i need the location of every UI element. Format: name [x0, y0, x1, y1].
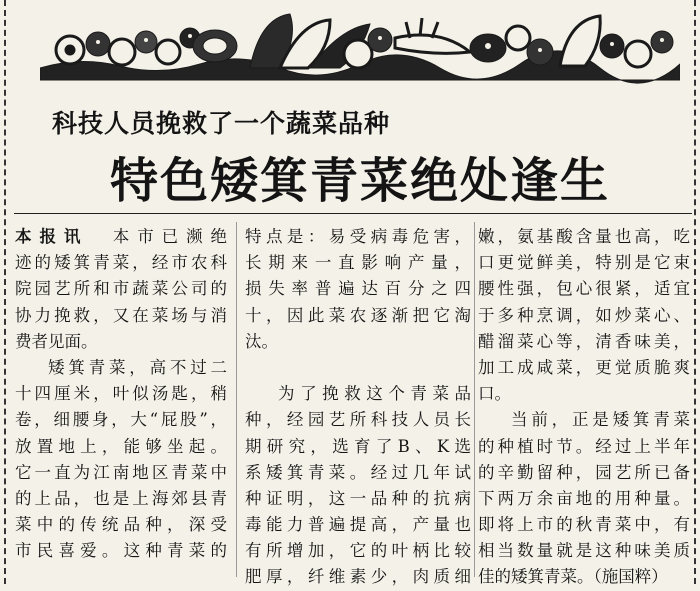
article-headline: 特色矮箕青菜绝处逢生	[110, 153, 611, 209]
column-line: 腰性强，包心很紧，适宜	[478, 279, 690, 299]
column-line: 矮箕青菜，高不过二	[48, 357, 227, 377]
column-line: 期研究，选育了B、K选	[245, 436, 471, 456]
column-line: 加工成咸菜，更觉质脆爽	[478, 357, 690, 377]
column-line: 有所增加，它的叶柄比较	[245, 541, 471, 561]
column-line: 特点是：易受病毒危害，	[245, 227, 471, 246]
column-line: 菜中的传统品种，深受	[15, 515, 227, 535]
column-line: 肥厚，纤维素少，肉质细	[245, 567, 471, 587]
column-line: 损失率普遍达百分之四	[245, 279, 471, 299]
left-page-border	[4, 0, 6, 584]
paragraph-gap	[245, 355, 471, 381]
column-line: 佳的矮箕青菜。（施国粹）	[478, 567, 668, 587]
column-line: 种，经园艺所科技人员长	[245, 410, 471, 430]
column-line: 口更觉鲜美，特别是它束	[478, 253, 690, 273]
column-line: 十，因此菜农逐渐把它淘	[245, 305, 471, 325]
column-line: 汰。	[245, 331, 278, 351]
column-line: 的种植时节。经过上半年	[478, 436, 690, 456]
column-line: 的上品，也是上海郊县青	[15, 488, 227, 508]
column-line: 嫩，氨基酸含量也高，吃	[478, 227, 690, 246]
column-line: 相当数量就是这种味美质	[478, 541, 690, 561]
article-column-1	[15, 224, 227, 564]
column-line: 为了挽救这个青菜品	[278, 384, 471, 404]
column-line: 即将上市的秋青菜中，有	[478, 515, 690, 535]
column-line: 长期来一直影响产量，	[245, 253, 471, 273]
article-column-3	[478, 224, 690, 591]
column-separator	[474, 222, 475, 577]
column-separator	[236, 222, 237, 577]
headline-divider	[14, 213, 692, 214]
column-line: 放置地上，能够坐起。	[15, 436, 227, 456]
column-line: 它一直为江南地区青菜中	[15, 462, 227, 482]
column-line: 当前，正是矮箕青菜	[511, 410, 690, 430]
right-page-border	[694, 0, 696, 584]
column-line: 醋溜菜心等，清香味美，	[478, 331, 690, 351]
column-line: 的辛勤留种，园艺所已备	[478, 462, 690, 482]
vegetable-illustration-banner	[40, 8, 680, 90]
column-line: 下两万余亩地的用种量。	[478, 488, 690, 508]
dateline: 本报讯	[15, 227, 89, 246]
column-line: 迹的矮箕青菜，经市农科	[15, 253, 227, 273]
article-column-2	[245, 224, 471, 591]
column-line: 本报讯 本市已濒绝	[15, 227, 227, 246]
column-line: 毒能力普遍提高，产量也	[245, 515, 471, 535]
column-line: 院园艺所和市蔬菜公司的	[15, 279, 227, 299]
column-line: 于多种烹调，如炒菜心、	[478, 305, 690, 325]
column-line: 十四厘米，叶似汤匙，稍	[15, 384, 227, 404]
column-line: 市民喜爱。这种青菜的	[15, 541, 227, 561]
column-line: 口。	[478, 384, 511, 404]
column-line: 卷，细腰身，大“屁股”，	[15, 410, 227, 430]
column-line: 协力挽救，又在菜场与消	[15, 305, 227, 325]
column-line: 种证明，这一品种的抗病	[245, 488, 471, 508]
article-kicker: 科技人员挽救了一个蔬菜品种	[52, 109, 391, 138]
column-line: 费者见面。	[15, 331, 98, 351]
column-line: 系矮箕青菜。经过几年试	[245, 462, 471, 482]
